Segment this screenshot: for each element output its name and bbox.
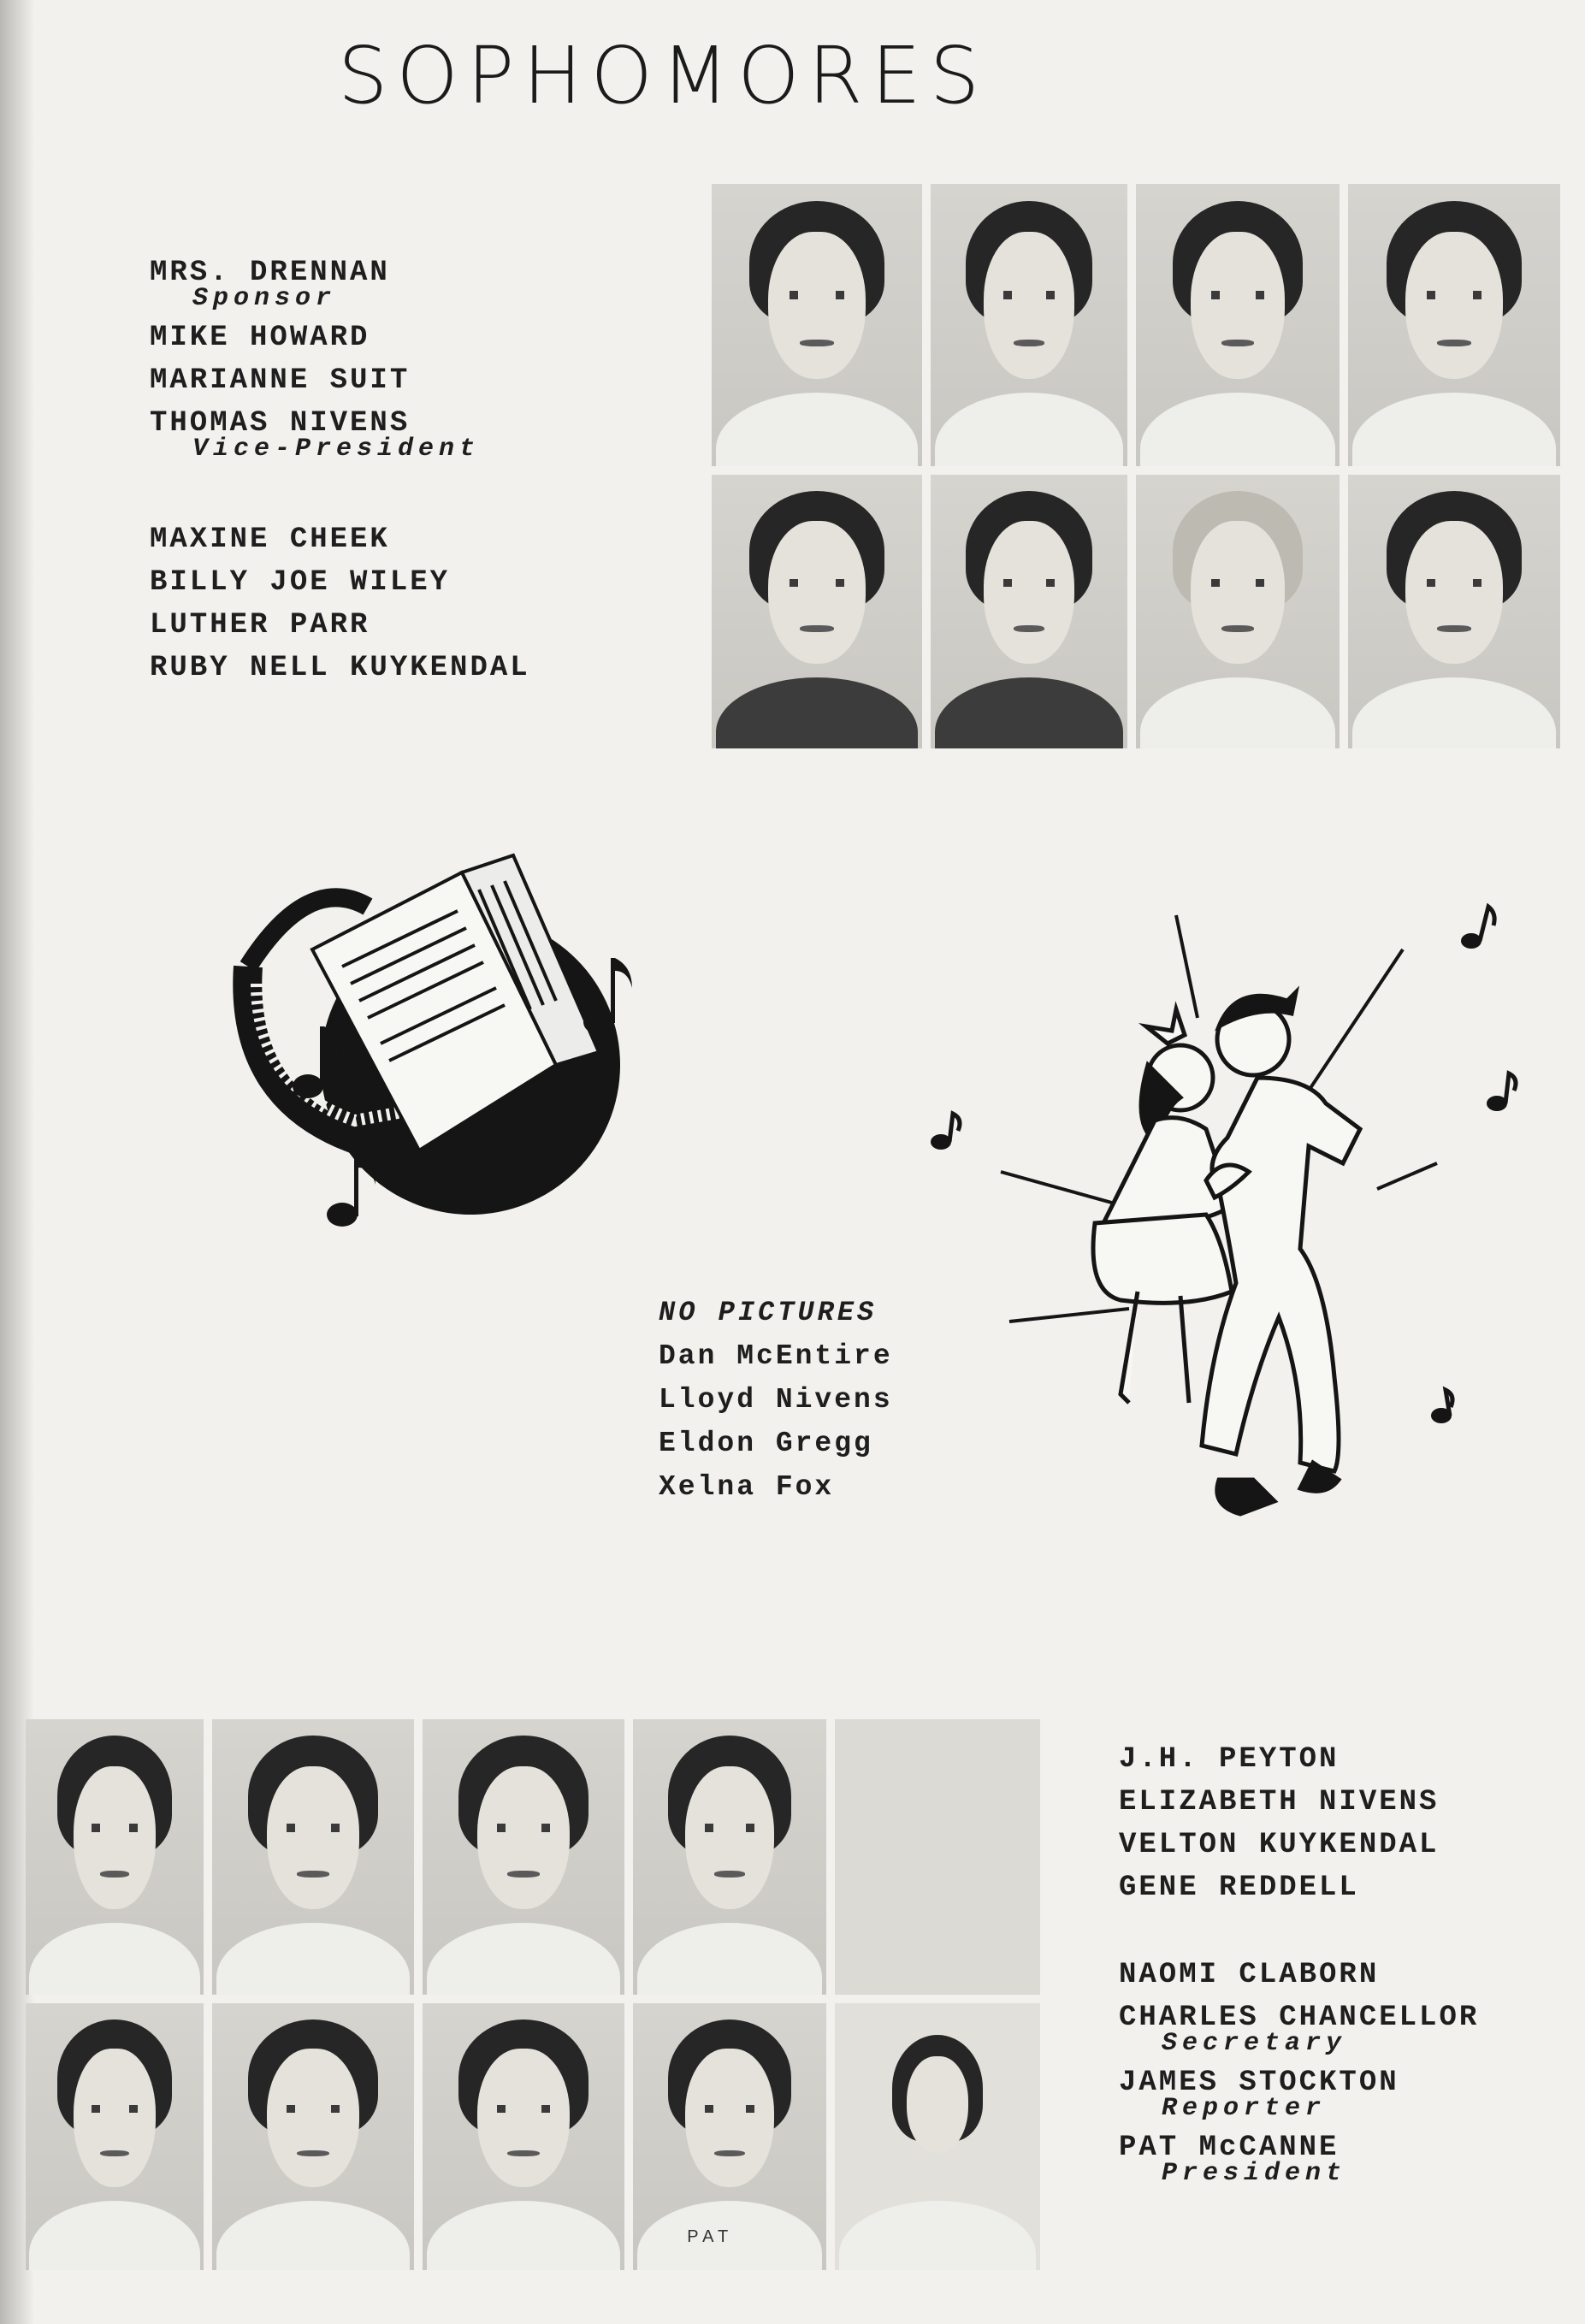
list-item: Lloyd Nivens xyxy=(659,1384,893,1416)
portrait-photo xyxy=(931,184,1127,466)
student-name: JAMES STOCKTON xyxy=(1119,2067,1399,2099)
portrait-photo xyxy=(423,1719,624,1995)
student-name: PAT McCANNE xyxy=(1119,2132,1340,2164)
name-entry xyxy=(150,359,530,402)
student-role: Sponsor xyxy=(192,284,337,313)
name-entry xyxy=(1119,1781,1479,1824)
list-item: Dan McEntire xyxy=(659,1340,893,1372)
student-name: MRS. DRENNAN xyxy=(150,257,390,289)
portrait-photo xyxy=(26,2003,204,2270)
portrait-photo xyxy=(212,2003,414,2270)
portrait-photo xyxy=(931,475,1127,748)
student-name: MARIANNE SUIT xyxy=(150,364,411,397)
portrait-photo xyxy=(712,475,922,748)
student-name: ELIZABETH NIVENS xyxy=(1119,1786,1440,1818)
student-name: BILLY JOE WILEY xyxy=(150,566,451,599)
bottom-photo-grid xyxy=(26,1719,1040,2270)
student-name: J.H. PEYTON xyxy=(1119,1743,1340,1776)
bottom-name-list xyxy=(1119,1738,1479,2191)
name-entry xyxy=(1119,1954,1479,1996)
name-entry xyxy=(150,402,530,462)
name-entry xyxy=(150,647,530,689)
spacer xyxy=(150,467,530,518)
student-name: NAOMI CLABORN xyxy=(1119,1959,1380,1991)
student-role: Vice-President xyxy=(192,435,481,464)
student-role: Reporter xyxy=(1162,2094,1327,2123)
sweater-lettering: PAT xyxy=(687,2227,734,2247)
portrait-photo xyxy=(633,2003,826,2270)
portrait-photo xyxy=(712,184,922,466)
sheet-music-piano-record-icon xyxy=(231,838,676,1249)
name-entry xyxy=(150,251,530,311)
name-entry xyxy=(1119,2126,1479,2186)
student-name: VELTON KUYKENDAL xyxy=(1119,1829,1440,1861)
name-entry xyxy=(1119,1738,1479,1781)
student-name: LUTHER PARR xyxy=(150,609,370,642)
portrait-photo xyxy=(212,1719,414,1995)
name-entry xyxy=(1119,1866,1479,1909)
student-role: Secretary xyxy=(1162,2029,1347,2058)
name-entry xyxy=(150,561,530,604)
student-name: MIKE HOWARD xyxy=(150,322,370,354)
top-photo-grid xyxy=(712,184,1560,748)
top-name-list xyxy=(150,251,530,689)
spacer xyxy=(1119,1909,1479,1954)
jitterbug-dancers-icon xyxy=(924,890,1523,1565)
no-pictures-heading: NO PICTURES xyxy=(659,1297,878,1328)
portrait-photo xyxy=(1136,184,1340,466)
portrait-photo xyxy=(423,2003,624,2270)
student-name: RUBY NELL KUYKENDAL xyxy=(150,652,530,684)
no-pictures-list xyxy=(659,1292,893,1509)
portrait-photo xyxy=(633,1719,826,1995)
empty-photo-slot xyxy=(835,1719,1040,1995)
student-name: CHARLES CHANCELLOR xyxy=(1119,2002,1480,2034)
portrait-photo xyxy=(835,2003,1040,2270)
student-name: THOMAS NIVENS xyxy=(150,407,411,440)
portrait-photo xyxy=(1348,475,1560,748)
list-item: Xelna Fox xyxy=(659,1471,835,1503)
portrait-photo xyxy=(26,1719,204,1995)
name-entry xyxy=(1119,1824,1479,1866)
page-title: SOPHOMORES xyxy=(338,30,989,121)
name-entry xyxy=(1119,1996,1479,2056)
student-role: President xyxy=(1162,2159,1347,2188)
student-name: GENE REDDELL xyxy=(1119,1872,1359,1904)
name-entry xyxy=(150,316,530,359)
portrait-photo xyxy=(1136,475,1340,748)
name-entry xyxy=(150,604,530,647)
list-item: Eldon Gregg xyxy=(659,1428,873,1459)
portrait-photo xyxy=(1348,184,1560,466)
student-name: MAXINE CHEEK xyxy=(150,523,390,556)
name-entry xyxy=(150,518,530,561)
name-entry xyxy=(1119,2061,1479,2121)
